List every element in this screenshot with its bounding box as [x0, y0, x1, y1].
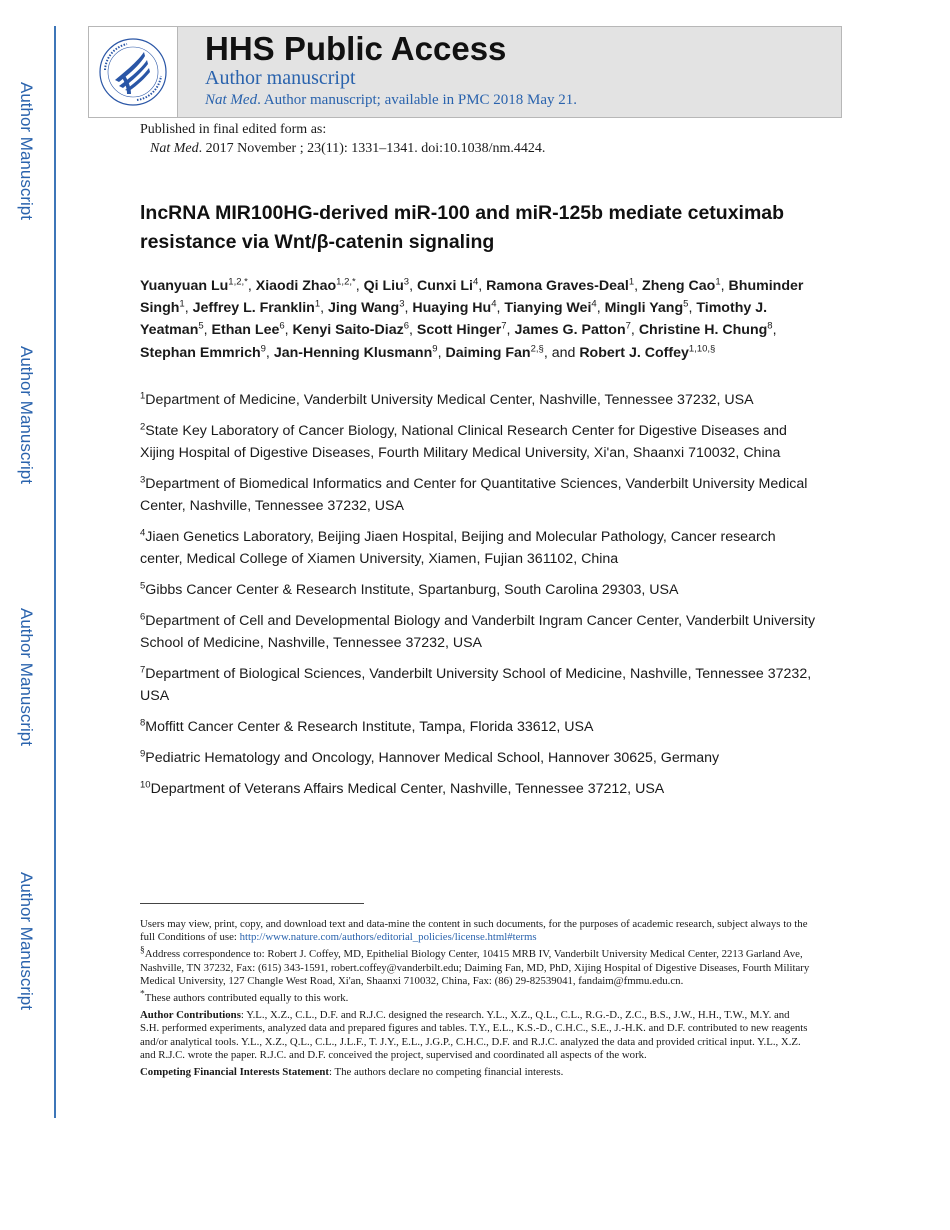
affiliation	[140, 778, 820, 800]
margin-label: Author Manuscript	[17, 82, 36, 220]
affiliation-number: 5	[140, 580, 146, 592]
competing-interests	[140, 1066, 810, 1079]
terms-text: Users may view, print, copy, and download text and data-mine the content in such documents, for the purposes of academic research, subject always to the full Conditions of use:	[140, 918, 808, 944]
author-name: Huaying Hu	[412, 300, 492, 317]
margin-label: Author Manuscript	[17, 608, 36, 746]
author-name: Jan-Henning Klusmann	[273, 344, 433, 361]
availability-note	[205, 92, 577, 109]
affiliation-text: Moffitt Cancer Center & Research Institute, Tampa, Florida 33612, USA	[145, 719, 594, 735]
correspondence-text: Address correspondence to: Robert J. Coffey, MD, Epithelial Biology Center, 10415 MRB IV, Vanderbilt University Medical Center, 2213 Garland Ave, Nashville, TN 37232, Fax: (615) 343-1591, robert.coffey@vanderbilt.edu; Daiming Fan, MD, PhD, Xijing Hospital of Digestive Diseases, Fourth Military Medical University, 127 Changle West Road, Xi'an, Shaanxi 710032, China, Fax: (86) 29-82539041, fandaim@fmmu.edu.cn.	[140, 948, 810, 987]
affiliation	[140, 579, 820, 601]
author-name: Yuanyuan Lu	[140, 278, 229, 294]
author-affil: 5	[683, 298, 689, 310]
affiliation	[140, 473, 820, 517]
affiliation	[140, 716, 820, 738]
author-affil: 1	[715, 276, 721, 288]
affiliation-number: 1	[140, 390, 146, 402]
affiliation-text: Department of Medicine, Vanderbilt University Medical Center, Nashville, Tennessee 37232, USA	[145, 392, 754, 408]
affiliation	[140, 610, 820, 654]
affiliation-number: 4	[140, 527, 146, 539]
author-affil: 1,2,*	[228, 276, 248, 288]
affiliation-list	[140, 389, 820, 809]
equal-mark: *	[140, 989, 145, 1000]
affiliation-text: Department of Biological Sciences, Vanderbilt University School of Medicine, Nashville, Tennessee 37232, USA	[140, 666, 812, 704]
author-name: Ramona Graves-Deal	[486, 278, 629, 294]
author-name: Timothy J. Yeatman	[140, 300, 768, 339]
footnotes	[140, 918, 810, 1083]
author-affil: 3	[403, 276, 410, 288]
margin-label: Author Manuscript	[17, 872, 36, 1010]
affiliation	[140, 420, 820, 464]
author-name: Daiming Fan	[445, 344, 531, 361]
author-affil: 1	[628, 276, 635, 288]
affiliation	[140, 663, 820, 707]
availability-text: . Author manuscript; available in PMC 2018 May 21.	[257, 92, 578, 108]
author-affil: 7	[501, 320, 507, 332]
author-affil: 4	[472, 276, 479, 288]
affiliation-text: State Key Laboratory of Cancer Biology, National Clinical Research Center for Digestive Diseases and Xijing Hospital of Digestive Diseases, Fourth Military Medical University, Xi'an, Shaanxi 710032, China	[140, 423, 787, 461]
competing-text: : The authors declare no competing financial interests.	[329, 1066, 564, 1079]
author-name: Jing Wang	[328, 300, 400, 317]
affiliation	[140, 389, 820, 411]
author-affil: 6	[279, 320, 285, 332]
author-contributions	[140, 1009, 810, 1062]
author-name: Zheng Cao	[642, 278, 716, 294]
author-name: Kenyi Saito-Diaz	[292, 322, 404, 339]
author-name: Ethan Lee	[211, 322, 280, 339]
author-name: Bhuminder Singh	[140, 278, 804, 317]
correspondence-note	[140, 945, 810, 988]
hhs-eagle-icon	[97, 36, 169, 108]
author-affil: 4	[591, 298, 597, 310]
hhs-header	[88, 26, 842, 118]
author-affil: 1	[314, 298, 321, 310]
margin-label: Author Manuscript	[17, 346, 36, 484]
equal-text: These authors contributed equally to this work.	[144, 992, 349, 1005]
competing-label: Competing Financial Interests Statement	[140, 1066, 330, 1079]
affiliation	[140, 747, 820, 769]
equal-contribution-note	[140, 989, 810, 1005]
author-list: Yuanyuan $Lu^{1,2,*}$, Xiaodi Zhao$^{1,2,*}$, Qi Liu$^3$, Cunxi Li$^4$, Ramona Graves-Deal$^1$, Zheng Cao$^1$, Bhuminder Singh$^1$, Jeffrey L. Franklin$^1$, Jing Wang$^3$, Huaying Hu$^4$, Tianying Wei$^4$, Mingli Yang$^5$, Timothy J. Yeatman$^5$, Ethan Lee$^6$, Kenyi Saito-Diaz$^6$, Scott Hinger$^7$, James G. Patton$^7$, Christine H. Chung$^8$, Stephan Emmrich$^9$, Jan-Henning Klusmann$^9$, Daiming Fan$^{2,\S}$, and Robert J. Coffey$^{1,10,\S}$	[140, 276, 804, 361]
author-name: Cunxi Li	[416, 278, 473, 294]
affiliation-text: Gibbs Cancer Center & Research Institute, Spartanburg, South Carolina 29303, USA	[145, 582, 679, 598]
affiliation-number: 10	[140, 779, 151, 791]
author-name: Robert J. Coffey	[579, 344, 689, 361]
author-affil: 6	[403, 320, 410, 332]
correspondence-mark: §	[140, 945, 145, 956]
affiliation-number: 3	[140, 474, 146, 486]
affiliation-text: Department of Veterans Affairs Medical Center, Nashville, Tennessee 37212, USA	[150, 781, 665, 797]
terms-link[interactable]: http://www.nature.com/authors/editorial_policies/license.html#terms	[239, 931, 537, 944]
affiliation-number: 6	[140, 611, 146, 623]
margin-rule	[54, 26, 56, 1118]
author-affil: 9	[260, 342, 266, 354]
affiliation	[140, 526, 820, 570]
author-name: Mingli Yang	[604, 300, 684, 317]
author-affil: 1	[179, 298, 185, 310]
terms-note	[140, 918, 810, 944]
published-label: Published in final edited form as:	[140, 122, 327, 137]
author-affil: 9	[432, 342, 438, 354]
affiliation-number: 2	[140, 421, 146, 433]
affiliation-number: 9	[140, 748, 146, 760]
author-name: Christine H. Chung	[638, 322, 768, 339]
author-affil: 1,2,*	[336, 276, 356, 288]
author-name: Tianying Wei	[504, 300, 592, 317]
author-name: James G. Patton	[514, 322, 626, 339]
affiliation-text: Pediatric Hematology and Oncology, Hannover Medical School, Hannover 30625, Germany	[145, 750, 720, 766]
author-affil: 2,§	[530, 342, 544, 354]
author-name: Xiaodi Zhao	[255, 278, 337, 294]
journal-name: Nat Med	[205, 92, 258, 108]
affiliation-number: 7	[140, 664, 146, 676]
author-affil: 3	[399, 298, 405, 310]
author-affil: 5	[198, 320, 204, 332]
author-affil: 7	[625, 320, 631, 332]
hhs-subtitle: Author manuscript	[205, 67, 356, 89]
affiliation-text: Jiaen Genetics Laboratory, Beijing Jiaen Hospital, Beijing and Molecular Pathology, Cancer research center, Medical College of Xiamen University, Xiamen, Fujian 361102, China	[140, 529, 776, 567]
affiliation-text: Department of Cell and Developmental Biology and Vanderbilt Ingram Cancer Center, Vanderbilt University School of Medicine, Nashville, Tennessee 37232, USA	[140, 613, 816, 651]
author-affil: 8	[767, 320, 773, 332]
footnote-divider	[140, 903, 364, 904]
contributions-text: : Y.L., X.Z., C.L., D.F. and R.J.C. designed the research. Y.L., X.Z., Q.L., C.L., R.G.-D., Z.C., B.S., J.W., H.H., T.W., M.Y. and S.H. performed experiments, analyzed data and prepared figures and tables. T.Y., E.L., K.S.-D., C.H.C., S.E., J.-H.K. and D.F. contributed to new reagents and/or analytical tools. Y.L., X.Z., Q.L., C.L., J.L.F., T. J.Y., E.L., J.G.P., C.H.C., D.F. and R.J.C. analyzed the data and provided critical input. Y.L., X.Z. and R.J.C. wrote the paper. R.J.C. and D.F. conceived the project, supervised and coordinated all aspects of the work.	[140, 1009, 808, 1061]
affiliation-text: Department of Biomedical Informatics and Center for Quantitative Sciences, Vanderbilt University Medical Center, Nashville, Tennessee 37232, USA	[140, 476, 808, 514]
author-name: Stephan Emmrich	[140, 344, 261, 361]
author-name: Qi Liu	[363, 278, 404, 294]
published-citation	[150, 141, 545, 157]
author-name: Jeffrey L. Franklin	[192, 300, 315, 317]
author-affil: 1,10,§	[688, 342, 716, 354]
hhs-logo	[89, 27, 178, 117]
affiliation-number: 8	[140, 717, 146, 729]
paper-title: lncRNA MIR100HG-derived miR-100 and miR-125b mediate cetuximab resistance via Wnt/β-catenin signaling	[140, 202, 785, 253]
contributions-label: Author Contributions	[140, 1009, 241, 1022]
journal-name: Nat Med	[150, 141, 199, 156]
citation-text: . 2017 November ; 23(11): 1331–1341. doi:10.1038/nm.4424.	[198, 141, 546, 156]
author-name: Scott Hinger	[416, 322, 502, 339]
author-affil: 4	[491, 298, 497, 310]
hhs-title: HHS Public Access	[205, 30, 507, 67]
